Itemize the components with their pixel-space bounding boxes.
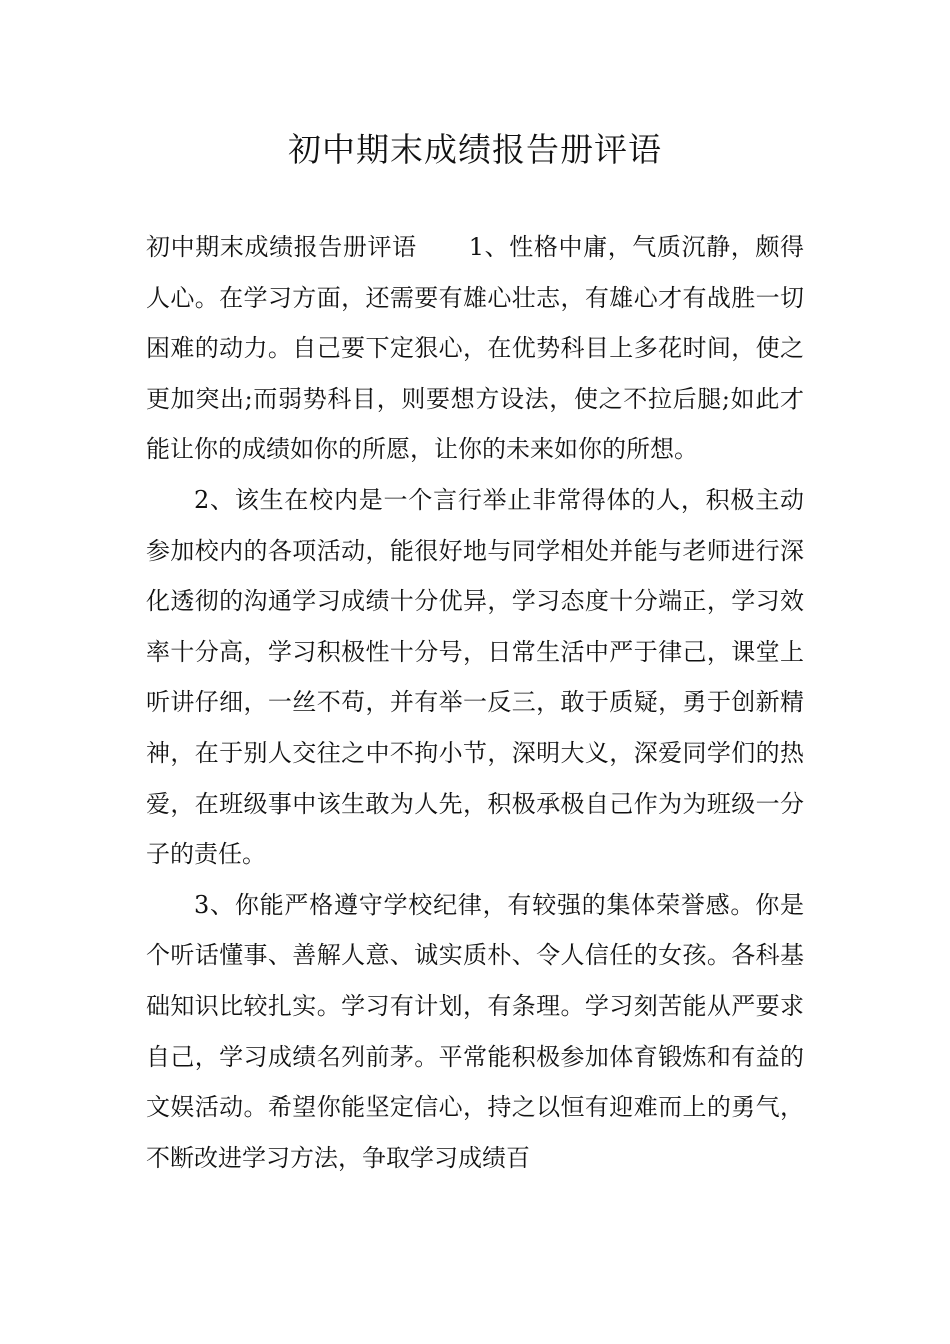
document-title: 初中期末成绩报告册评语 [288, 130, 662, 169]
inline-lead-title: 初中期末成绩报告册评语 [146, 233, 417, 261]
paragraph-1-text: 1、性格中庸，气质沉静，颇得人心。在学习方面，还需要有雄心壮志，有雄心才有战胜一切困难的动力。自己要下定狠心，在优势科目上多花时间，使之更加突出;而弱势科目，则要想方设法，使之不拉后腿;如此才能让你的成绩如你的所愿，让你的未来如你的所想。 [146, 233, 804, 464]
paragraph-1 [146, 222, 804, 475]
paragraph-3: 3、你能严格遵守学校纪律，有较强的集体荣誉感。你是个听话懂事、善解人意、诚实质朴、令人信任的女孩。各科基础知识比较扎实。学习有计划，有条理。学习刻苦能从严要求自己，学习成绩名列前茅。平常能积极参加体育锻炼和有益的文娱活动。希望你能坚定信心，持之以恒有迎难而上的勇气，不断改进学习方法，争取学习成绩百 [146, 890, 804, 1172]
paragraph-2: 2、该生在校内是一个言行举止非常得体的人，积极主动参加校内的各项活动，能很好地与同学相处并能与老师进行深化透彻的沟通学习成绩十分优异，学习态度十分端正，学习效率十分高，学习积极性十分号，日常生活中严于律己，课堂上听讲仔细，一丝不苟，并有举一反三，敢于质疑，勇于创新精神，在于别人交往之中不拘小节，深明大义，深爱同学们的热爱，在班级事中该生敢为人先，积极承极自己作为为班级一分子的责任。 [146, 485, 804, 869]
document-body [146, 222, 804, 1183]
